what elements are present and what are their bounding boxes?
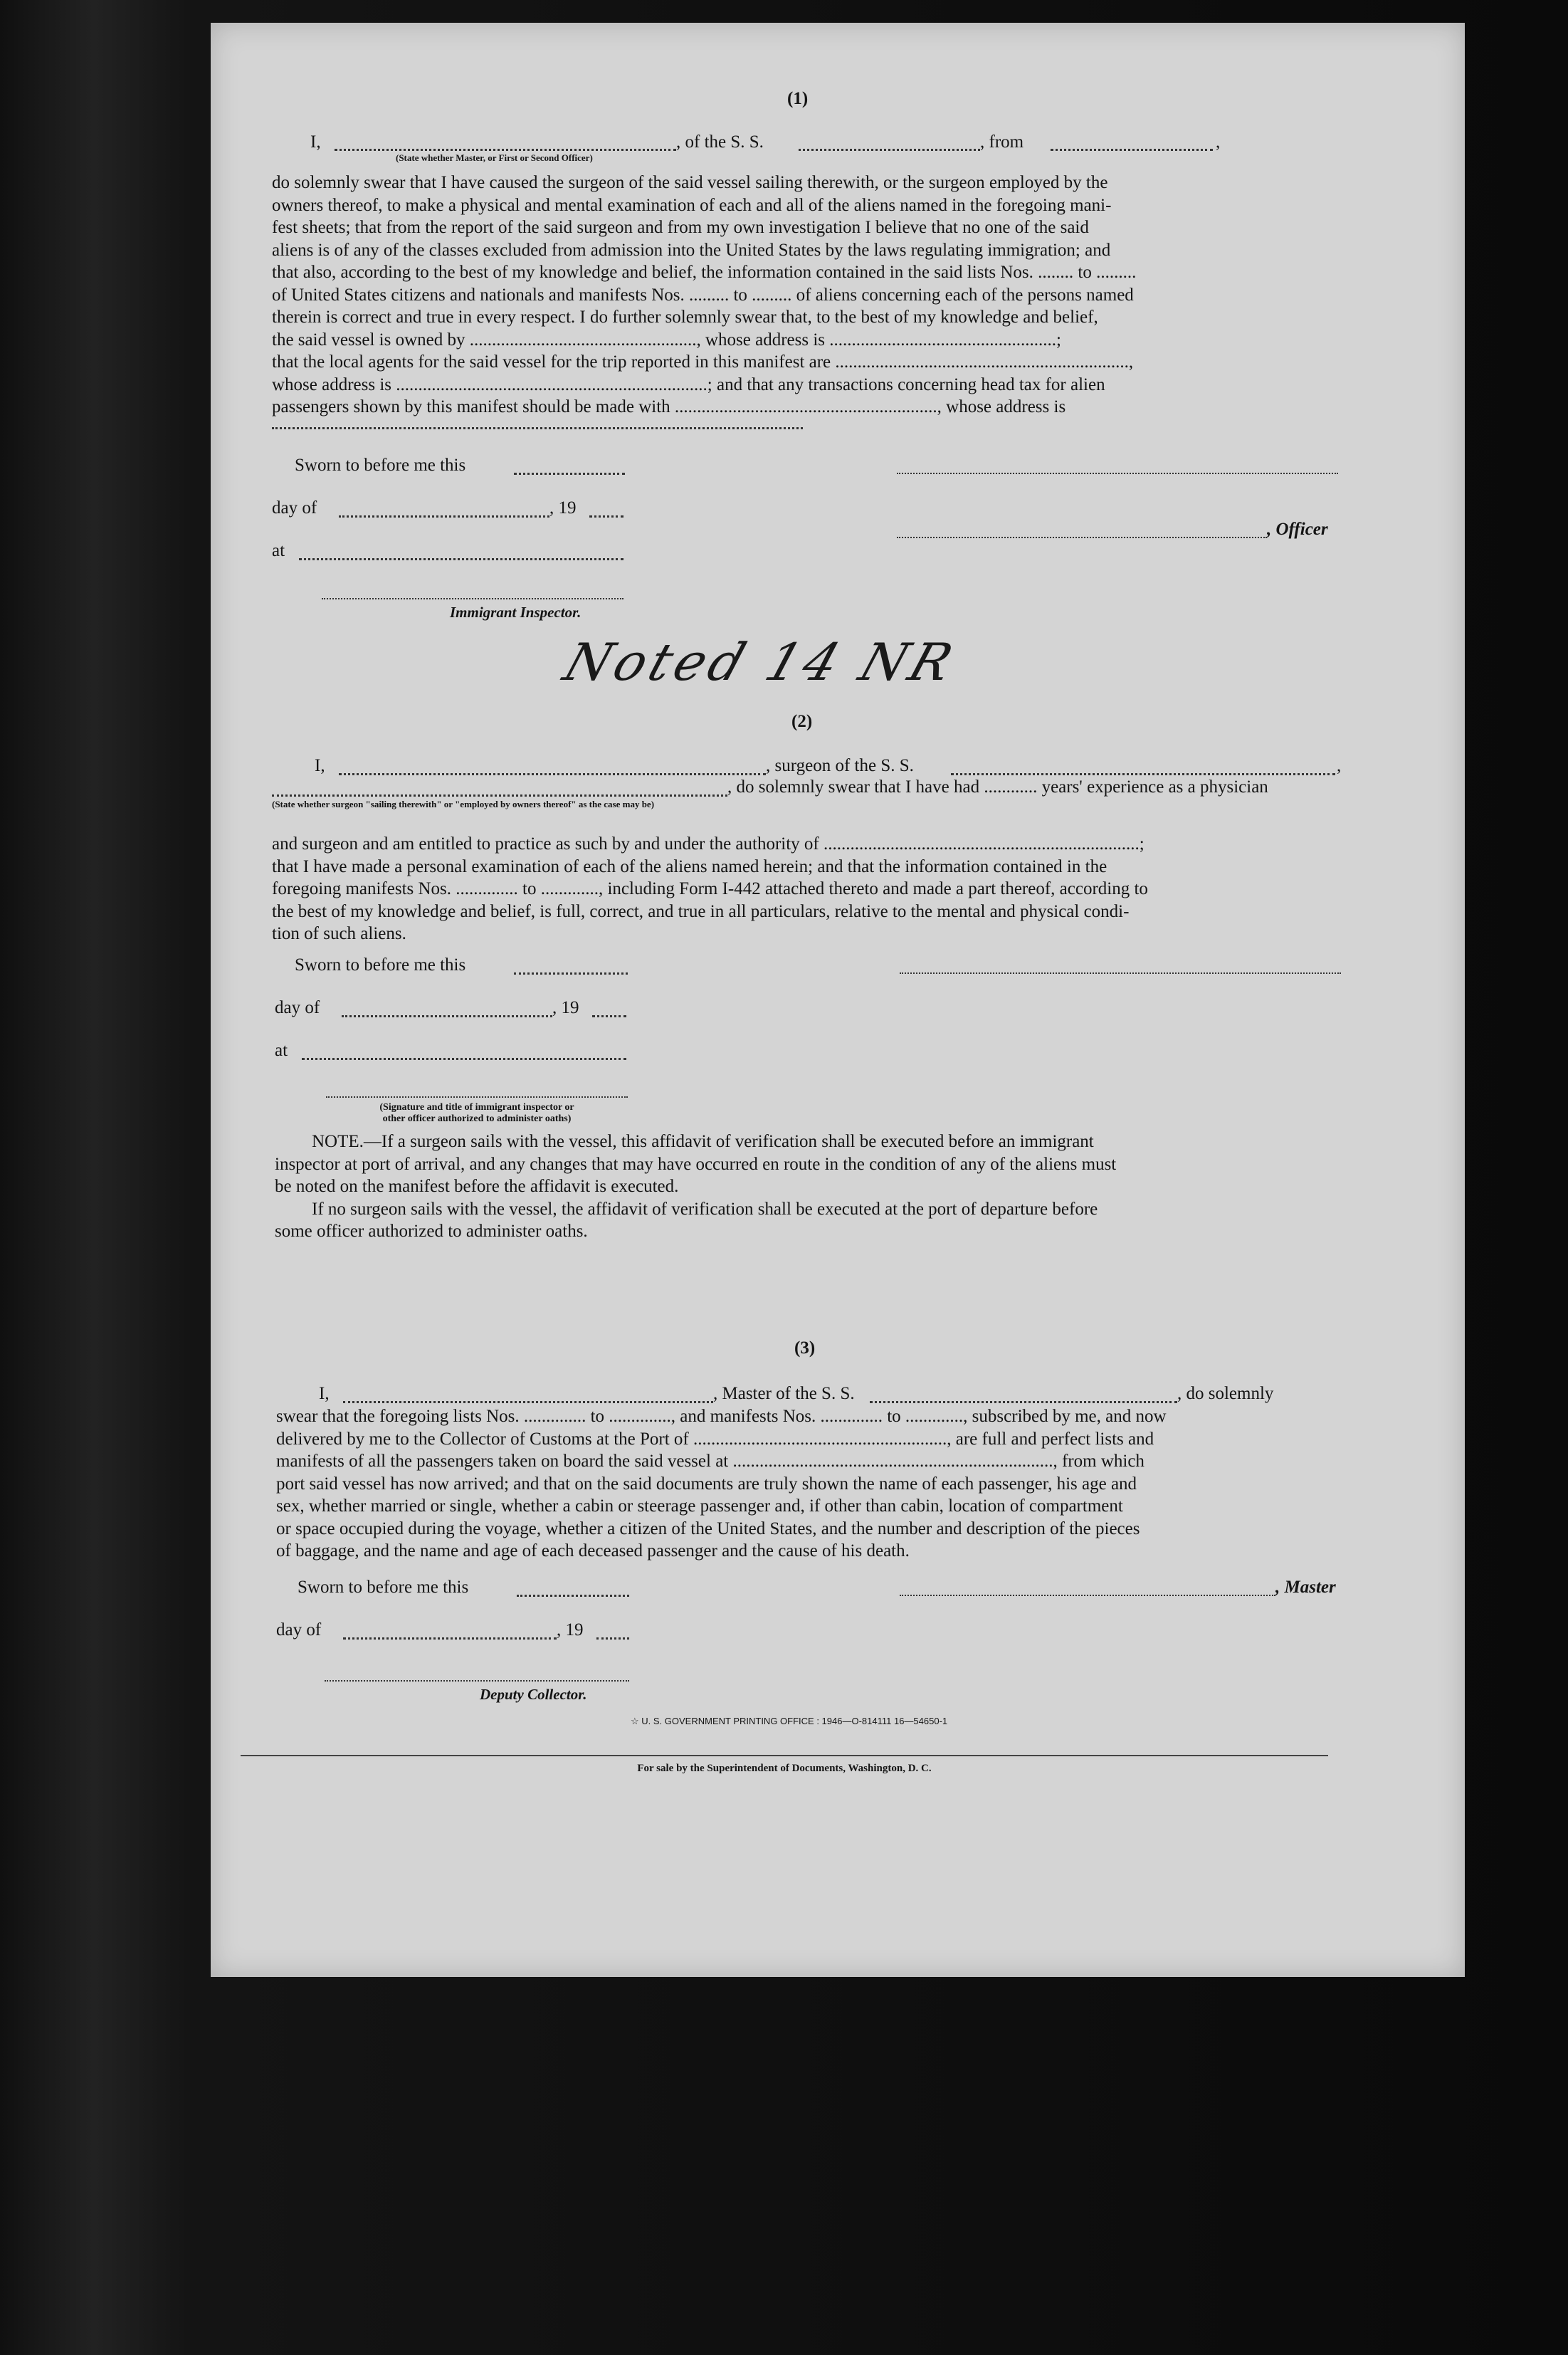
s2-sworn-line xyxy=(514,972,628,975)
s3-sworn: Sworn to before me this xyxy=(298,1578,469,1597)
s1-officer-sig-line xyxy=(897,537,1267,538)
s2-sig-caption: (Signature and title of immigrant inspector or other officer authorized to administer oaths) xyxy=(379,1102,574,1124)
s2-hint: (State whether surgeon "sailing therewith" or "employed by owners thereof" as the case may be) xyxy=(272,799,655,809)
s1-inspector-line xyxy=(322,598,623,599)
bleed-through-text xyxy=(332,58,1470,144)
s2-i-label: I, xyxy=(315,756,325,775)
s3-year: , 19 xyxy=(557,1620,584,1640)
s1-comma: , xyxy=(1216,132,1221,152)
s1-year: , 19 xyxy=(549,498,577,518)
s2-sworn: Sworn to before me this xyxy=(295,955,466,975)
s3-i-label: I, xyxy=(319,1384,330,1403)
s1-sworn-line xyxy=(514,473,625,475)
s3-sworn-line xyxy=(517,1595,629,1597)
s1-officer-label: , Officer xyxy=(1267,520,1328,539)
s1-hint: (State whether Master, or First or Second Officer) xyxy=(396,152,593,163)
s2-day-line xyxy=(342,1015,552,1017)
s2-surgeon: , surgeon of the S. S. xyxy=(766,756,914,775)
s1-paragraph: do solemnly swear that I have caused the surgeon of the said vessel sailing therewith, or the surgeon employed by the owners thereof, to make a physical and mental examination of each and all of the aliens named in the foregoing mani- fest sheets; that from the report of the said surgeon and from my own investigation I believe that no one of the said aliens is of any of the classes excluded from admission into the United States by the laws regulating immigration; and that also, according to the best of my knowledge and belief, the information contained in the said lists Nos. ........ to ......... of United States citizens and nationals and manifests Nos. ......... to ......... of aliens concerning each of the persons named therein is correct and true in every respect. I do further solemnly swear that, to the best of my knowledge and belief, the said vessel is owned by ..................................................., whose address is ...................................................; that the local agents for the said vessel for the trip reported in this manifest are .................................................................., whose address is ......................................................................; and that any transactions concerning head tax for alien passengers shown by this manifest should be made with ..........................................................., whose address is xyxy=(272,173,1137,416)
s1-ship-line xyxy=(799,149,980,151)
s1-from-line xyxy=(1051,149,1213,151)
printing-office-line: ☆ U. S. GOVERNMENT PRINTING OFFICE : 1946—O-814111 16—54650-1 xyxy=(631,1716,948,1726)
s2-comma: , xyxy=(1337,756,1342,775)
s1-address-line xyxy=(272,427,803,429)
s3-master-label: , Master xyxy=(1275,1578,1336,1597)
s1-inspector-label: Immigrant Inspector. xyxy=(450,604,582,621)
s3-deputy-label: Deputy Collector. xyxy=(480,1686,587,1703)
handwritten-annotation: Noted 14 NR xyxy=(557,632,964,692)
s2-name-line xyxy=(339,773,766,775)
s3-end: , do solemnly xyxy=(1177,1384,1274,1403)
s2-row2: , do solemnly swear that I have had ............ years' experience as a physician xyxy=(727,777,1268,797)
section-3-number: (3) xyxy=(794,1338,816,1358)
s1-i-label: I, xyxy=(310,132,321,152)
s3-paragraph: swear that the foregoing lists Nos. .............. to .............., and manifests Nos. .............. to ............., subscribed by me, and now delivered by me to the Collector of Customs at the Port of ........................................................., are full and perfect lists and manifests of all the passengers taken on board the said vessel at ........................................................................, from which port said vessel has now arrived; and that on the said documents are truly shown the name of each passenger, his age and sex, whether married or single, whether a cabin or steerage passenger and, if other than cabin, location of compartment or space occupied during the voyage, whether a citizen of the United States, and the number and description of the pieces of baggage, and the name and age of each deceased passenger and the cause of his death. xyxy=(276,1407,1167,1561)
s1-sworn: Sworn to before me this xyxy=(295,456,466,475)
s2-year: , 19 xyxy=(552,998,579,1017)
s1-from: , from xyxy=(980,132,1024,152)
s1-officer-line xyxy=(335,149,676,151)
s2-at: at xyxy=(275,1041,288,1060)
s3-day-line xyxy=(343,1637,557,1640)
s1-of-ss: , of the S. S. xyxy=(676,132,764,152)
for-sale-note: For sale by the Superintendent of Documents, Washington, D. C. xyxy=(637,1763,932,1774)
section-2-number: (2) xyxy=(791,712,813,731)
s2-status-line xyxy=(272,794,727,797)
s3-ship-line xyxy=(870,1401,1177,1403)
s2-inspector-line xyxy=(326,1096,628,1098)
s3-day: day of xyxy=(276,1620,322,1640)
s3-name-line xyxy=(343,1401,713,1403)
s2-day: day of xyxy=(275,998,320,1017)
s1-year-line xyxy=(589,515,623,518)
s2-ship-line xyxy=(951,773,1335,775)
s2-year-line xyxy=(592,1015,626,1017)
section-1-number: (1) xyxy=(787,89,809,108)
document-page xyxy=(211,23,1465,1977)
s3-deputy-line xyxy=(325,1680,629,1682)
s1-at-line xyxy=(299,558,623,560)
s1-at: at xyxy=(272,541,285,560)
s1-signature-line xyxy=(897,473,1338,474)
footer-rule xyxy=(241,1755,1328,1756)
s2-at-line xyxy=(302,1058,626,1060)
s3-year-line xyxy=(596,1637,629,1640)
s3-master: , Master of the S. S. xyxy=(713,1384,855,1403)
s1-day-line xyxy=(339,515,549,518)
s2-signature-line xyxy=(900,972,1341,974)
s2-paragraph: and surgeon and am entitled to practice as such by and under the authority of .......................................................................; that I have made a personal examination of each of the aliens named herein; and that the information contained in the foregoing manifests Nos. .............. to ............., including Form I-442 attached thereto and made a part thereof, according to the best of my knowledge and belief, is full, correct, and true in all particulars, relative to the mental and physical condi- tion of such aliens. xyxy=(272,834,1148,943)
s2-note: NOTE.—If a surgeon sails with the vessel, this affidavit of verification shall be executed before an immigrant inspector at port of arrival, and any changes that may have occurred en route in the condition of any of the aliens must be noted on the manifest before the affidavit is executed. If no surgeon sails with the vessel, the affidavit of verification shall be executed at the port of departure before some officer authorized to administer oaths. xyxy=(275,1132,1117,1241)
s1-day: day of xyxy=(272,498,317,518)
s3-master-line xyxy=(900,1595,1275,1596)
